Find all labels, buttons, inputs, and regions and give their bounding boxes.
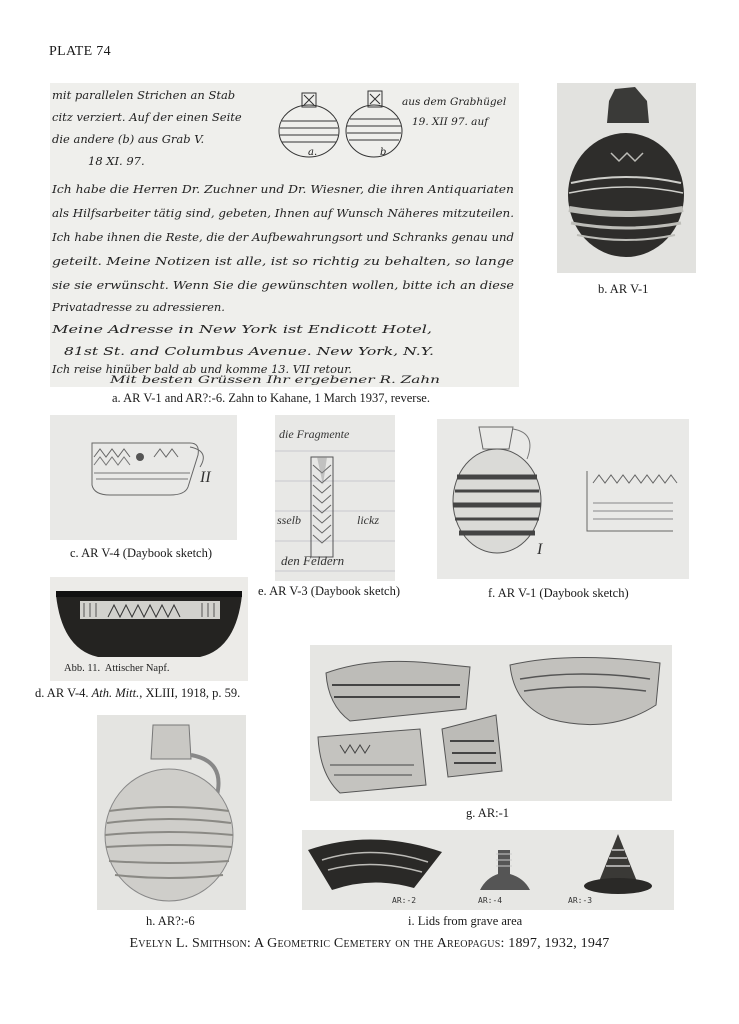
caption-a: a. AR V-1 and AR?:-6. Zahn to Kahane, 1 March 1937, reverse. xyxy=(112,391,430,405)
caption-b: b. AR V-1 xyxy=(598,282,649,296)
figure-g-fragments xyxy=(310,645,672,801)
figure-e-sketch xyxy=(275,415,395,581)
caption-f: f. AR V-1 (Daybook sketch) xyxy=(488,586,629,600)
letter-line: mit parallelen Strichen an Stab xyxy=(52,88,236,102)
caption-d xyxy=(35,686,240,701)
plate-label: PLATE 74 xyxy=(49,44,111,59)
letter-margin-note: 19. XII 97. auf xyxy=(412,116,489,128)
letter-line: geteilt. Meine Notizen ist alle, ist so richtig zu behalten, so lange xyxy=(52,254,515,268)
figure-b-jug-photo xyxy=(557,83,696,273)
sketch-label: b xyxy=(380,147,387,158)
figure-a-letter xyxy=(50,83,519,387)
lid-label: AR:-2 xyxy=(392,896,417,905)
caption-d-journal: Ath. Mitt. xyxy=(91,686,140,700)
letter-line: Meine Adresse in New York ist Endicott Hotel, xyxy=(50,322,433,336)
letter-line: die andere (b) aus Grab V. xyxy=(52,132,205,146)
letter-line: Mit besten Grüssen Ihr ergebener R. Zahn xyxy=(108,375,440,386)
figure-d-printed-caption: Abb. 11. Attischer Napf. xyxy=(64,663,170,674)
daybook-e-line: den Feldern xyxy=(281,553,345,568)
letter-margin-note: aus dem Grabhügel xyxy=(402,96,507,108)
letter-line: citz verziert. Auf der einen Seite xyxy=(52,110,242,124)
caption-i: i. Lids from grave area xyxy=(408,914,523,928)
letter-line: Ich reise hinüber bald ab und komme 13. VII retour. xyxy=(51,362,352,376)
letter-line: Ich habe ihnen die Reste, die der Aufbewahrungsort und Schranks genau und xyxy=(50,230,515,244)
caption-d-suffix: , XLIII, 1918, p. 59. xyxy=(139,686,241,700)
sketch-label: a. xyxy=(308,147,318,158)
letter-line: 81st St. and Columbus Avenue. New York, N.Y. xyxy=(64,344,434,358)
footer-citation: Evelyn L. Smithson: A Geometric Cemetery on the Areopagus: 1897, 1932, 1947 xyxy=(129,936,610,951)
caption-c: c. AR V-4 (Daybook sketch) xyxy=(70,546,212,560)
daybook-e-line: sselb xyxy=(277,513,301,527)
figure-f-sketch xyxy=(437,419,689,579)
lid-label: AR:-3 xyxy=(568,896,593,905)
lid-label: AR:-4 xyxy=(478,896,503,905)
caption-e: e. AR V-3 (Daybook sketch) xyxy=(258,584,400,598)
figure-h-jug-photo xyxy=(97,715,246,910)
caption-d-prefix: d. AR V-4. xyxy=(35,686,92,700)
letter-line: 18 XI. 97. xyxy=(88,154,145,168)
figure-i-lids xyxy=(302,830,674,910)
daybook-e-line: die Fragmente xyxy=(279,427,350,441)
letter-line: sie sie erwünscht. Wenn Sie die gewünschten wollen, bitte ich an diese xyxy=(52,278,515,292)
figure-d-bowl xyxy=(50,577,248,681)
letter-line: Privatadresse zu adressieren. xyxy=(52,300,225,314)
letter-line: Ich habe die Herren Dr. Zuchner und Dr. Wiesner, die ihren Antiquariaten xyxy=(50,182,515,196)
sketch-numeral-c: II xyxy=(200,469,211,486)
figure-c-sketch xyxy=(50,415,237,540)
daybook-e-line: lickz xyxy=(357,513,379,527)
letter-line: als Hilfsarbeiter tätig sind, gebeten, Ihnen auf Wunsch Näheres mitzuteilen. xyxy=(52,206,514,220)
letter-canvas xyxy=(50,83,519,387)
caption-h: h. AR?:-6 xyxy=(146,914,195,928)
caption-g: g. AR:-1 xyxy=(466,806,510,820)
sketch-numeral-f: I xyxy=(537,541,543,558)
